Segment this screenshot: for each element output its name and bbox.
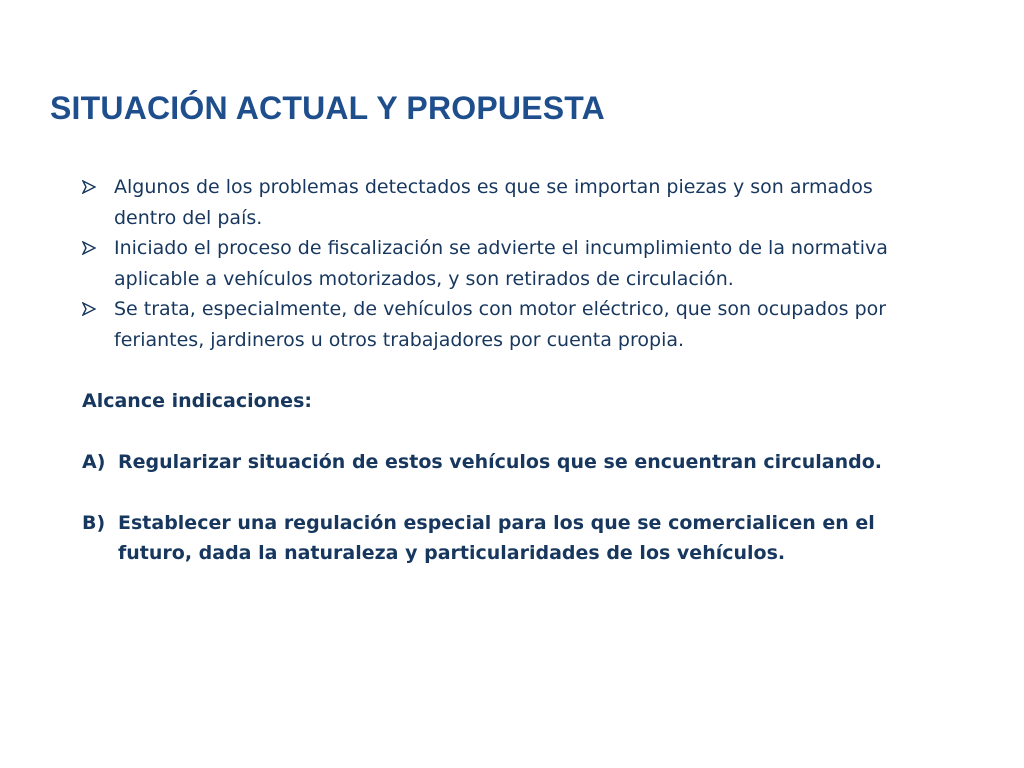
slide-title: SITUACIÓN ACTUAL Y PROPUESTA bbox=[50, 90, 605, 126]
scope-item-text: Regularizar situación de estos vehículos que se encuentran circulando. bbox=[118, 450, 883, 473]
bullet-text: Se trata, especialmente, de vehículos con motor eléctrico, que son ocupados por feriantes, jardineros u otros trabajadores por cuenta propia. bbox=[114, 298, 887, 351]
scope-section bbox=[82, 386, 922, 569]
bullet-item bbox=[82, 172, 922, 233]
scope-item bbox=[82, 508, 922, 569]
bullet-list bbox=[82, 172, 922, 355]
scope-item-marker: B) bbox=[82, 511, 106, 534]
scope-list bbox=[82, 447, 922, 569]
slide-body bbox=[82, 172, 922, 599]
bullet-item bbox=[82, 294, 922, 355]
arrow-bullet-icon bbox=[82, 241, 96, 255]
bullet-text: Algunos de los problemas detectados es que se importan piezas y son armados dentro del país. bbox=[114, 176, 873, 229]
scope-item-marker: A) bbox=[82, 450, 106, 473]
bullet-item bbox=[82, 233, 922, 294]
scope-item-text: Establecer una regulación especial para los que se comercialicen en el futuro, dada la naturaleza y particularidades de los vehículos. bbox=[118, 511, 875, 564]
scope-item bbox=[82, 447, 922, 478]
arrow-bullet-icon bbox=[82, 302, 96, 316]
bullet-text: Iniciado el proceso de fiscalización se advierte el incumplimiento de la normativa aplicable a vehículos motorizados, y son retirados de circulación. bbox=[114, 237, 888, 290]
arrow-bullet-icon bbox=[82, 180, 96, 194]
scope-heading: Alcance indicaciones: bbox=[82, 389, 312, 412]
